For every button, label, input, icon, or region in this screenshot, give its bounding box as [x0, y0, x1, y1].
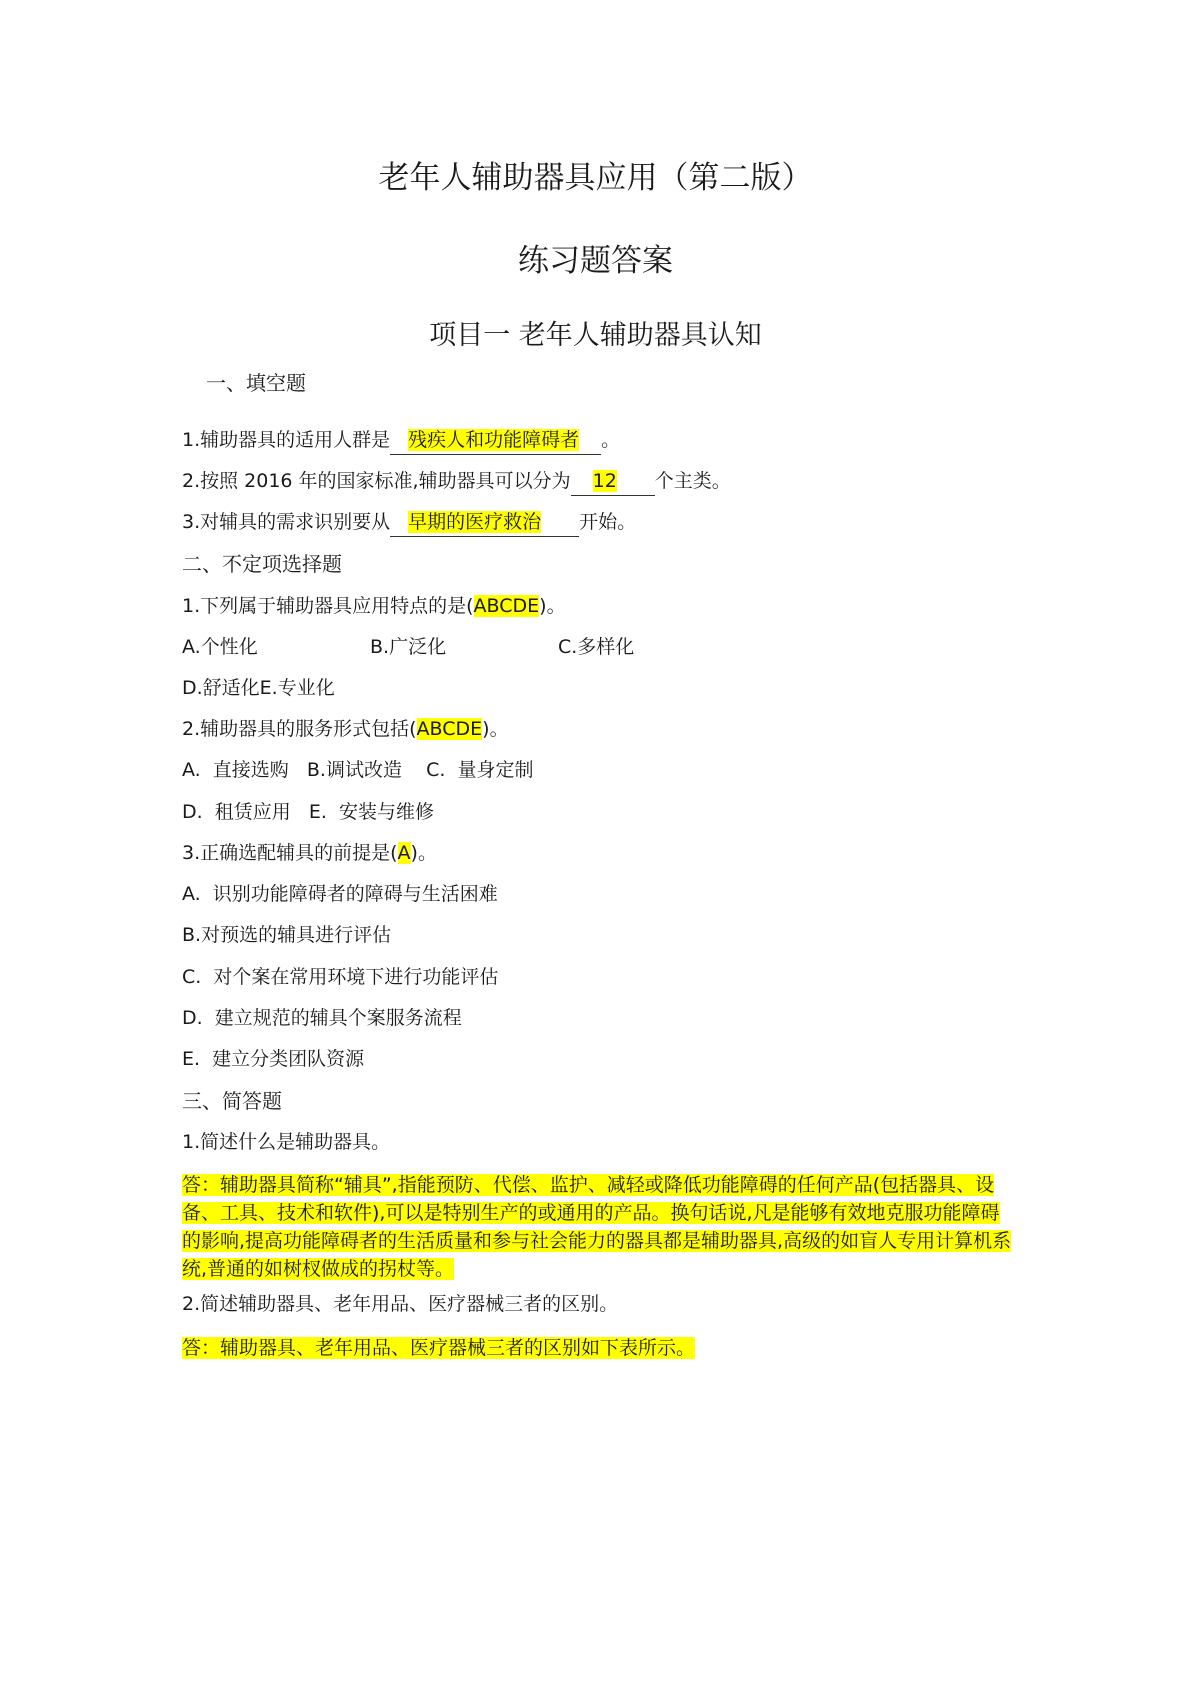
answer-highlight: 答：辅助器具、老年用品、医疗器械三者的区别如下表所示。 — [182, 1337, 696, 1359]
project-heading: 项目一 老年人辅助器具认知 — [429, 320, 762, 351]
question-text-end: 。 — [601, 429, 621, 451]
option-c: C. 对个案在常用环境下进行功能评估 — [182, 966, 499, 988]
question-text-end: )。 — [482, 718, 509, 740]
question-text: 2.辅助器具的服务形式包括( — [182, 718, 417, 740]
document-title: 老年人辅助器具应用（第二版） — [378, 160, 813, 196]
choice-2-options-row-2: D. 租赁应用 E. 安装与维修 — [182, 801, 434, 823]
answer-highlight: ABCDE — [473, 595, 540, 617]
short-question-2: 2.简述辅助器具、老年用品、医疗器械三者的区别。 — [182, 1293, 619, 1315]
answer-blank — [390, 427, 601, 455]
choice-question-2 — [182, 714, 1032, 744]
choice-question-3 — [182, 838, 1032, 868]
question-text: 1.下列属于辅助器具应用特点的是( — [182, 595, 474, 617]
section-choice-heading: 二、不定项选择题 — [182, 552, 342, 576]
fill-question-2 — [182, 466, 1032, 496]
section-short-answer-heading: 三、简答题 — [182, 1089, 282, 1113]
question-text: 1.辅助器具的适用人群是 — [182, 429, 391, 451]
answer-highlight: 12 — [592, 470, 617, 492]
option-a: A.个性化 — [182, 636, 258, 658]
short-question-1: 1.简述什么是辅助器具。 — [182, 1131, 391, 1153]
answer-highlight: ABCDE — [416, 718, 483, 740]
choice-1-options-row-2: D.舒适化E.专业化 — [182, 677, 335, 699]
option-e: E. 建立分类团队资源 — [182, 1048, 365, 1070]
choice-question-1 — [182, 591, 1032, 621]
answer-highlight: 早期的医疗救治 — [408, 511, 542, 533]
option-b: B.对预选的辅具进行评估 — [182, 924, 392, 946]
fill-question-3 — [182, 507, 1032, 537]
option-d: D. 建立规范的辅具个案服务流程 — [182, 1007, 462, 1029]
question-text-end: 开始。 — [579, 511, 637, 533]
answer-blank — [571, 468, 655, 496]
question-text-end: )。 — [410, 842, 437, 864]
choice-2-options-row: A. 直接选购 B.调试改造 C. 量身定制 — [182, 759, 534, 781]
option-a: A. 识别功能障碍者的障碍与生活困难 — [182, 883, 498, 905]
fill-question-1 — [182, 425, 1032, 455]
question-text: 2.按照 2016 年的国家标准,辅助器具可以分为 — [182, 470, 571, 492]
choice-1-options-row — [182, 632, 1032, 662]
document-subtitle: 练习题答案 — [518, 243, 673, 279]
option-c: C.多样化 — [558, 636, 635, 658]
question-text: 3.对辅具的需求识别要从 — [182, 511, 391, 533]
question-text-end: )。 — [539, 595, 566, 617]
answer-highlight: A — [397, 842, 411, 864]
answer-highlight: 残疾人和功能障碍者 — [408, 429, 580, 451]
answer-highlight: 答：辅助器具简称“辅具”,指能预防、代偿、监护、减轻或降低功能障碍的任何产品(包括器具、设备、工具、技术和软件),可以是特别生产的或通用的产品。换句话说,凡是能够有效地克服功能障碍的影响,提高功能障碍者的生活质量和参与社会能力的器具都是辅助器具,高级的如盲人专用计算机系统,普通的如树杈做成的拐杖等。 — [182, 1174, 1012, 1280]
short-answer-1 — [182, 1171, 1016, 1283]
question-text: 3.正确选配辅具的前提是( — [182, 842, 398, 864]
question-text-end: 个主类。 — [654, 470, 731, 492]
option-b: B.广泛化 — [370, 636, 447, 658]
answer-blank — [390, 509, 579, 537]
section-fill-in-heading: 一、填空题 — [206, 371, 306, 395]
short-answer-2 — [182, 1334, 1016, 1362]
